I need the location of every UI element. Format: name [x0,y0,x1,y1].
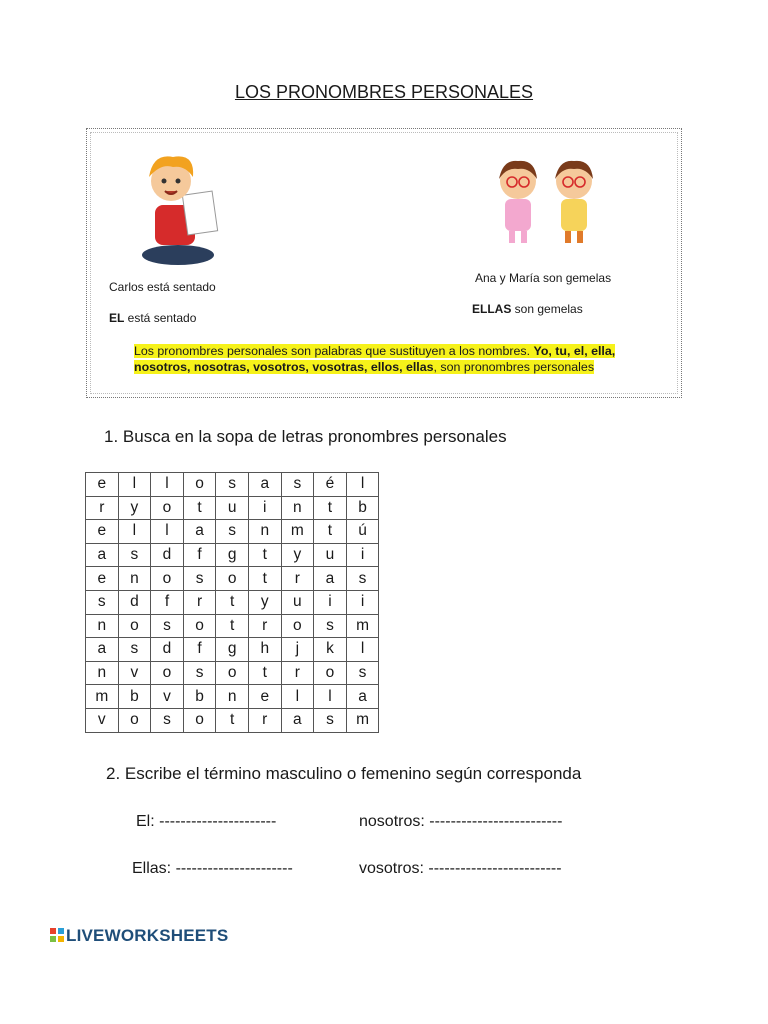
word-search-cell[interactable]: é [314,473,347,497]
word-search-cell[interactable]: s [216,520,249,544]
word-search-row [86,520,379,544]
word-search-cell[interactable]: a [346,685,379,709]
word-search-cell[interactable]: v [151,685,184,709]
word-search-cell[interactable]: a [86,638,119,662]
word-search-cell[interactable]: s [183,567,216,591]
question-1: 1. Busca en la sopa de letras pronombres personales [104,427,507,446]
word-search-cell[interactable]: i [314,590,347,614]
word-search-cell[interactable]: a [314,567,347,591]
word-search-cell[interactable]: s [118,543,151,567]
word-search-row [86,638,379,662]
word-search-cell[interactable]: t [216,614,249,638]
illustration-box [86,128,682,398]
word-search-cell[interactable]: s [151,614,184,638]
word-search-cell[interactable]: t [216,590,249,614]
word-search-cell[interactable]: a [281,708,314,732]
word-search-cell[interactable]: s [346,661,379,685]
word-search-cell[interactable]: i [248,496,281,520]
word-search-cell[interactable]: t [183,496,216,520]
word-search-cell[interactable]: n [216,685,249,709]
word-search-cell[interactable]: u [314,543,347,567]
word-search-row [86,496,379,520]
word-search-cell[interactable]: m [86,685,119,709]
word-search-cell[interactable]: o [151,496,184,520]
word-search-cell[interactable]: r [281,661,314,685]
word-search-cell[interactable]: u [281,590,314,614]
word-search-cell[interactable]: o [151,661,184,685]
fill-ellas[interactable]: Ellas: ---------------------- [132,860,293,877]
word-search-cell[interactable]: s [183,661,216,685]
word-search-cell[interactable]: e [86,473,119,497]
boy-illustration [133,151,223,269]
word-search-cell[interactable]: k [314,638,347,662]
word-search-cell[interactable]: j [281,638,314,662]
word-search-cell[interactable]: o [151,567,184,591]
word-search-cell[interactable]: n [248,520,281,544]
word-search-cell[interactable]: y [118,496,151,520]
fill-vosotros[interactable]: vosotros: ------------------------- [359,860,562,877]
word-search-cell[interactable]: o [183,473,216,497]
word-search-cell[interactable]: r [248,708,281,732]
word-search-row [86,708,379,732]
word-search-cell[interactable]: f [151,590,184,614]
caption-twins: Ana y María son gemelas [475,271,612,285]
word-search-cell[interactable]: f [183,543,216,567]
word-search-row [86,661,379,685]
word-search-cell[interactable]: o [281,614,314,638]
word-search-cell[interactable]: t [314,496,347,520]
word-search-cell[interactable]: s [118,638,151,662]
word-search-cell[interactable]: o [216,567,249,591]
word-search-cell[interactable]: y [248,590,281,614]
word-search-cell[interactable]: o [314,661,347,685]
word-search-cell[interactable]: v [86,708,119,732]
word-search-cell[interactable]: e [248,685,281,709]
definition-part1: Los pronombres personales son palabras que sustituyen a los nombres. [134,344,534,358]
word-search-cell[interactable]: t [216,708,249,732]
word-search-cell[interactable]: f [183,638,216,662]
caption-el [109,311,196,325]
word-search-row [86,543,379,567]
word-search-cell[interactable]: y [281,543,314,567]
caption-el-bold: EL [109,311,125,325]
word-search-cell[interactable]: l [151,520,184,544]
word-search-cell[interactable]: a [183,520,216,544]
word-search-cell[interactable]: b [118,685,151,709]
word-search-cell[interactable]: d [151,638,184,662]
word-search-cell[interactable]: e [86,520,119,544]
word-search-cell[interactable]: e [86,567,119,591]
word-search-cell[interactable]: r [86,496,119,520]
word-search-cell[interactable]: i [346,590,379,614]
definition-highlight [134,344,615,358]
word-search-cell[interactable]: o [118,614,151,638]
word-search-cell[interactable]: i [346,543,379,567]
word-search-cell[interactable]: u [216,496,249,520]
definition-part2: , son pronombres personales [433,360,595,374]
word-search-cell[interactable]: m [346,708,379,732]
word-search-cell[interactable]: ú [346,520,379,544]
caption-ellas-rest: son gemelas [511,302,583,316]
fill-nosotros[interactable]: nosotros: ------------------------- [359,813,563,830]
word-search-cell[interactable]: o [183,614,216,638]
liveworksheets-logo [50,926,228,946]
word-search-cell[interactable]: v [118,661,151,685]
word-search-cell[interactable]: r [281,567,314,591]
word-search-cell[interactable]: l [346,473,379,497]
word-search-cell[interactable]: t [248,543,281,567]
word-search-row [86,590,379,614]
caption-el-rest: está sentado [124,311,197,325]
word-search-cell[interactable]: g [216,638,249,662]
word-search-cell[interactable]: s [281,473,314,497]
caption-ellas [472,302,583,316]
question-2: 2. Escribe el término masculino o femenino según corresponda [106,764,582,783]
definition-bold2: nosotros, nosotras, vosotros, vosotras, ellos, ellas [134,360,434,374]
word-search-cell[interactable]: m [346,614,379,638]
word-search-cell[interactable]: l [118,520,151,544]
word-search-cell[interactable]: s [346,567,379,591]
definition-text [134,343,674,375]
word-search-cell[interactable]: n [86,614,119,638]
word-search-cell[interactable]: b [346,496,379,520]
worksheet-title: LOS PRONOMBRES PERSONALES [234,82,534,102]
word-search-cell[interactable]: s [314,614,347,638]
caption-ellas-bold: ELLAS [472,302,512,316]
word-search-cell[interactable]: n [118,567,151,591]
word-search-cell[interactable]: b [183,685,216,709]
word-search-cell[interactable]: t [314,520,347,544]
word-search-cell[interactable]: t [248,661,281,685]
word-search-cell[interactable]: r [248,614,281,638]
definition-highlight-2 [134,360,594,374]
word-search-cell[interactable]: r [183,590,216,614]
word-search-cell[interactable]: d [151,543,184,567]
word-search-row [86,473,379,497]
word-search-cell[interactable]: l [118,473,151,497]
word-search-cell[interactable]: a [86,543,119,567]
word-search-row [86,614,379,638]
word-search-cell[interactable]: o [216,661,249,685]
definition-bold1: Yo, tu, el, ella, [533,344,616,358]
word-search-cell[interactable]: s [314,708,347,732]
caption-carlos: Carlos está sentado [109,280,216,294]
word-search-cell[interactable]: n [281,496,314,520]
word-search-cell[interactable]: a [248,473,281,497]
fill-el[interactable]: El: ---------------------- [136,813,277,830]
word-search-cell[interactable]: t [248,567,281,591]
word-search-cell[interactable]: g [216,543,249,567]
word-search-grid[interactable] [85,472,379,733]
word-search-cell[interactable]: d [118,590,151,614]
word-search-row [86,567,379,591]
word-search-cell[interactable]: l [314,685,347,709]
twin-girls-illustration [485,155,609,247]
word-search-cell[interactable]: l [346,638,379,662]
word-search-cell[interactable]: m [281,520,314,544]
liveworksheets-logo-icon [50,928,64,942]
word-search-row [86,685,379,709]
word-search-cell[interactable]: s [216,473,249,497]
word-search-cell[interactable]: n [86,661,119,685]
logo-text: LIVEWORKSHEETS [66,926,229,945]
word-search-cell[interactable]: h [248,638,281,662]
word-search-cell[interactable]: l [151,473,184,497]
word-search-cell[interactable]: o [183,708,216,732]
word-search-cell[interactable]: l [281,685,314,709]
word-search-cell[interactable]: s [151,708,184,732]
word-search-cell[interactable]: o [118,708,151,732]
word-search-cell[interactable]: s [86,590,119,614]
